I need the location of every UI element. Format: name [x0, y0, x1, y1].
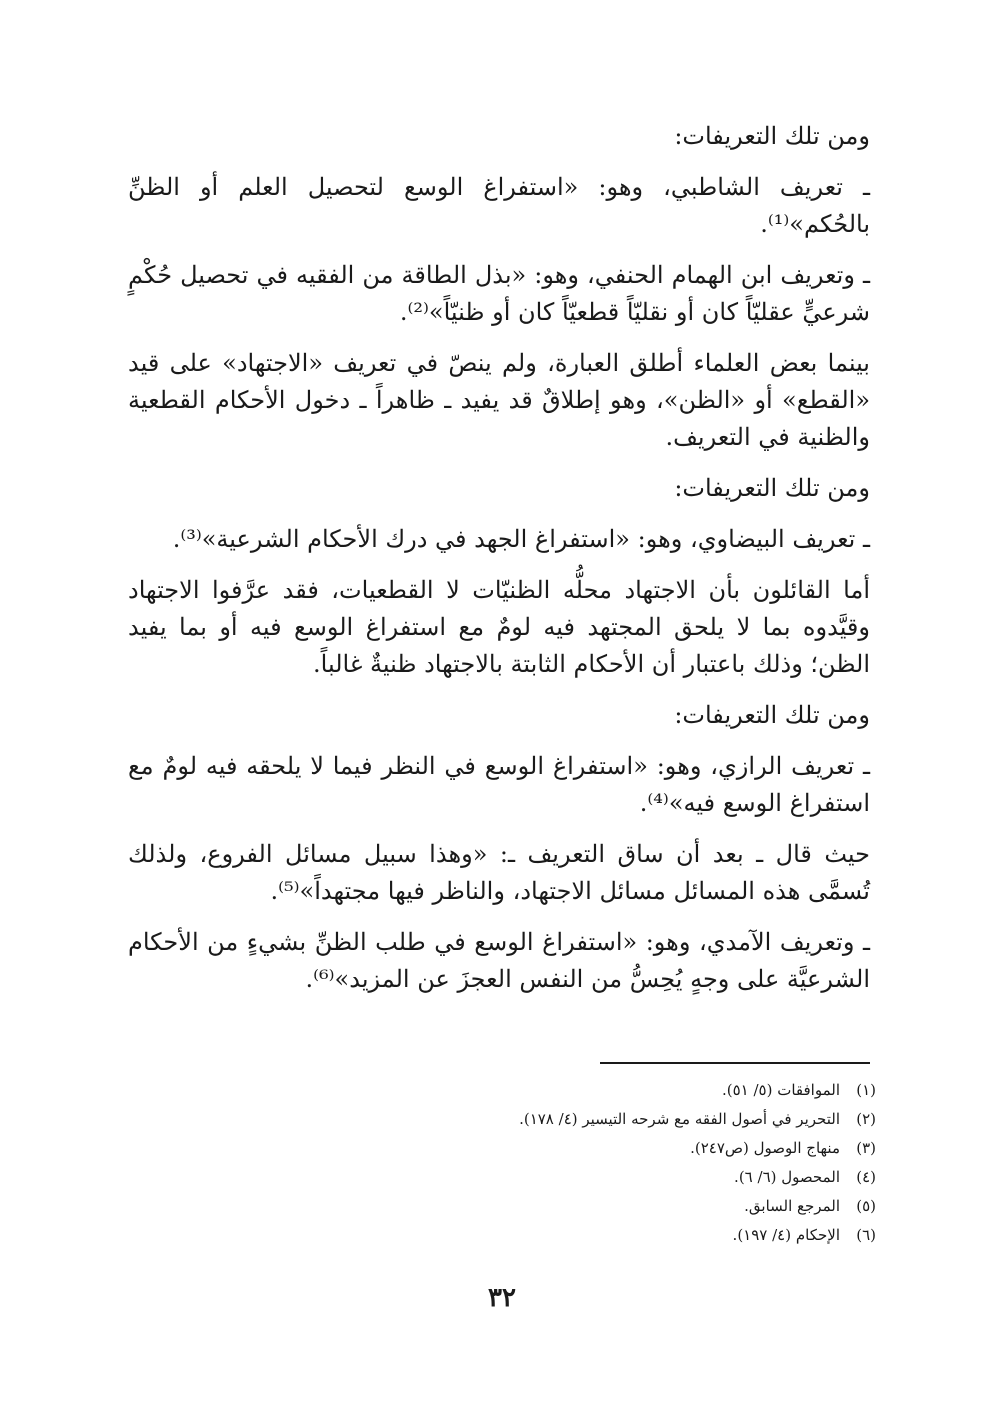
footnote-number: (٥)	[856, 1197, 876, 1215]
paragraph-text: ـ تعريف البيضاوي، وهو: «استفراغ الجهد في درك الأحكام الشرعية»⁽³⁾.	[172, 525, 870, 553]
footnotes-list	[356, 1076, 876, 1250]
paragraph-8	[128, 697, 870, 734]
footnote-divider	[600, 1062, 870, 1064]
paragraph-3	[128, 257, 870, 331]
paragraph-10	[128, 836, 870, 910]
footnote-text: المحصول (٦/ ٦).	[734, 1168, 840, 1186]
page-number: ٣٢	[488, 1283, 516, 1313]
paragraph-text: ـ وتعريف ابن الهمام الحنفي، وهو: «بذل الطاقة من الفقيه في تحصيل حُكْمٍ شرعيٍّ عقليّاً كان أو نقليّاً قطعيّاً كان أو ظنيّاً»⁽²⁾.	[128, 261, 870, 326]
paragraph-text: ومن تلك التعريفات:	[674, 122, 870, 150]
paragraph-text: ومن تلك التعريفات:	[674, 474, 870, 502]
paragraph-text: ومن تلك التعريفات:	[674, 701, 870, 729]
paragraph-11	[128, 924, 870, 998]
paragraph-text: ـ تعريف الشاطبي، وهو: «استفراغ الوسع لتحصيل العلم أو الظنِّ بالحُكم»⁽¹⁾.	[128, 173, 870, 238]
paragraph-text: أما القائلون بأن الاجتهاد محلُّه الظنيّات لا القطعيات، فقد عرَّفوا الاجتهاد وقيَّدوه بما لا يلحق المجتهد فيه لومٌ مع استفراغ الوسع فيه أو بما يفيد الظن؛ وذلك باعتبار أن الأحكام الثابتة بالاجتهاد ظنيةٌ غالباً.	[128, 576, 870, 678]
paragraph-7	[128, 572, 870, 683]
footnote-text: التحرير في أصول الفقه مع شرحه التيسير (٤/ ١٧٨).	[519, 1110, 840, 1128]
paragraph-4	[128, 345, 870, 456]
footnote-text: الموافقات (٥/ ٥١).	[721, 1081, 840, 1099]
footnote-item	[356, 1163, 876, 1192]
footnote-number: (٢)	[856, 1110, 876, 1128]
main-text	[128, 118, 870, 1012]
paragraph-5	[128, 470, 870, 507]
footnote-text: المرجع السابق.	[744, 1197, 840, 1215]
footnote-item	[356, 1221, 876, 1250]
footnote-number: (١)	[856, 1081, 876, 1099]
footnote-text: منهاج الوصول (ص٢٤٧).	[690, 1139, 840, 1157]
paragraph-1	[128, 118, 870, 155]
paragraph-text: ـ تعريف الرازي، وهو: «استفراغ الوسع في النظر فيما لا يلحقه فيه لومٌ مع استفراغ الوسع فيه»⁽⁴⁾.	[128, 752, 870, 817]
footnote-text: الإحكام (٤/ ١٩٧).	[732, 1226, 840, 1244]
footnote-item	[356, 1105, 876, 1134]
paragraph-2	[128, 169, 870, 243]
paragraph-text: ـ وتعريف الآمدي، وهو: «استفراغ الوسع في طلب الظنِّ بشيءٍ من الأحكام الشرعيَّة على وجهٍ يُحِسُّ من النفس العجزَ عن المزيد»⁽⁶⁾.	[128, 928, 870, 993]
footnote-item	[356, 1076, 876, 1105]
paragraph-6	[128, 521, 870, 558]
footnote-number: (٤)	[856, 1168, 876, 1186]
footnote-number: (٦)	[856, 1226, 876, 1244]
paragraph-text: بينما بعض العلماء أطلق العبارة، ولم ينصّ في تعريف «الاجتهاد» على قيد «القطع» أو «الظن»، وهو إطلاقٌ قد يفيد ـ ظاهراً ـ دخول الأحكام القطعية والظنية في التعريف.	[128, 349, 870, 451]
paragraph-9	[128, 748, 870, 822]
footnote-item	[356, 1192, 876, 1221]
footnote-number: (٣)	[856, 1139, 876, 1157]
footnote-item	[356, 1134, 876, 1163]
paragraph-text: حيث قال ـ بعد أن ساق التعريف ـ: «وهذا سبيل مسائل الفروع، ولذلك تُسمَّى هذه المسائل مسائل الاجتهاد، والناظر فيها مجتهداً»⁽⁵⁾.	[128, 840, 870, 905]
